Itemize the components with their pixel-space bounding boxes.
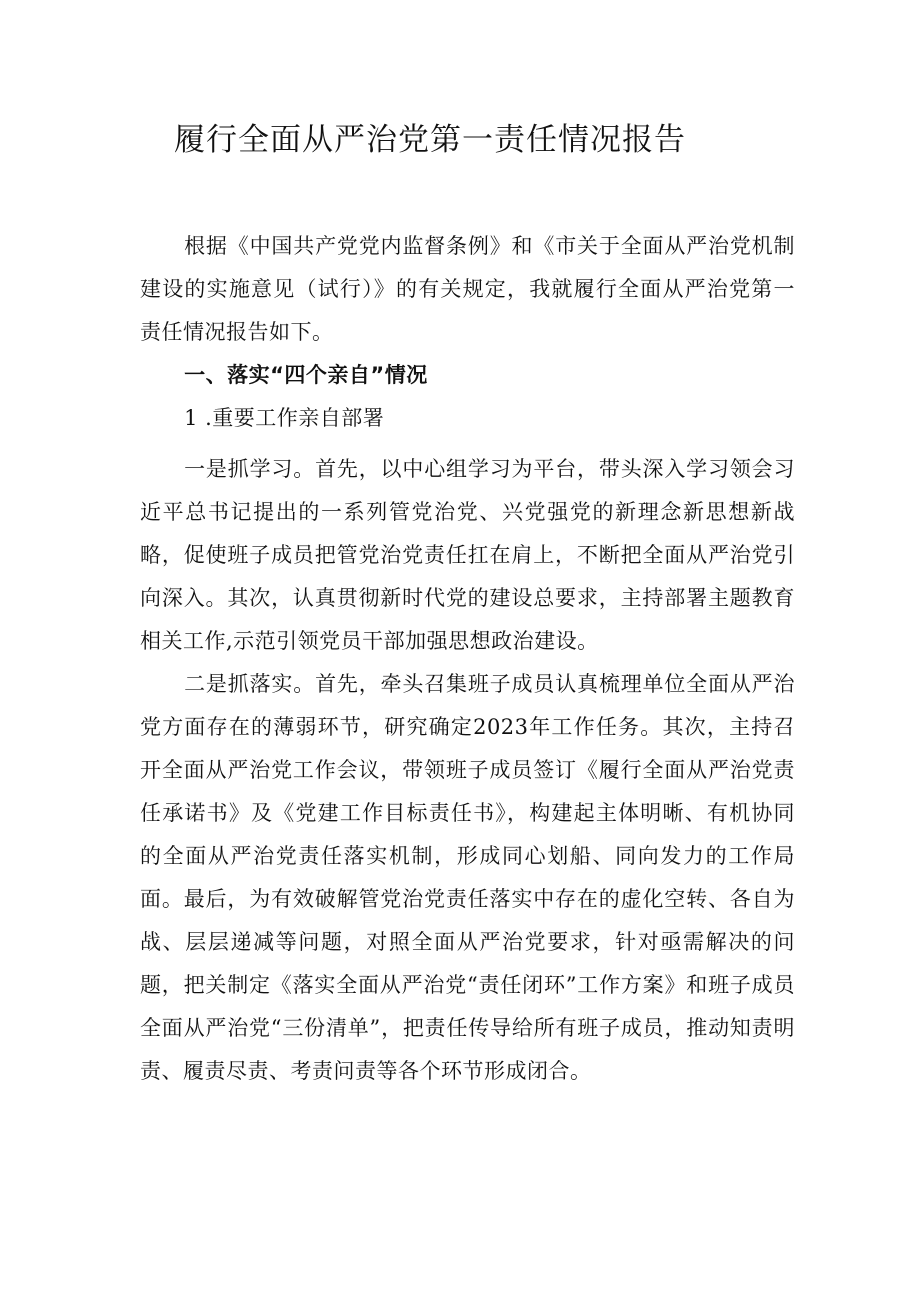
- document-title: 履行全面从严治党第一责任情况报告: [174, 122, 686, 158]
- paragraph-study: 一是抓学习。首先，以中心组学习为平台，带头深入学习领会习近平总书记提出的一系列管党治党、兴党强党的新理念新思想新战略，促使班子成员把管党治党责任扛在肩上，不断把全面从严治党引向深入。其次，认真贯彻新时代党的建设总要求，主持部署主题教育相关工作,示范引领党员干部加强思想政治建设。: [140, 457, 795, 653]
- section-heading: 一、落实“四个亲自”情况: [184, 363, 428, 387]
- subsection-heading: 1 .重要工作亲自部署: [184, 406, 385, 430]
- document-body: [140, 225, 795, 1093]
- intro-paragraph: 根据《中国共产党党内监督条例》和《市关于全面从严治党机制建设的实施意见（试行）》的有关规定，我就履行全面从严治党第一责任情况报告如下。: [140, 234, 795, 344]
- paragraph-implementation: 二是抓落实。首先，牵头召集班子成员认真梳理单位全面从严治党方面存在的薄弱环节，研究确定2023年工作任务。其次，主持召开全面从严治党工作会议，带领班子成员签订《履行全面从严治党责任承诺书》及《党建工作目标责任书》，构建起主体明晰、有机协同的全面从严治党责任落实机制，形成同心划船、同向发力的工作局面。最后，为有效破解管党治党责任落实中存在的虚化空转、各自为战、层层递减等问题，对照全面从严治党要求，针对亟需解决的问题，把关制定《落实全面从严治党“责任闭环”工作方案》和班子成员全面从严治党“三份清单”，把责任传导给所有班子成员，推动知责明责、履责尽责、考责问责等各个环节形成闭合。: [140, 672, 795, 1083]
